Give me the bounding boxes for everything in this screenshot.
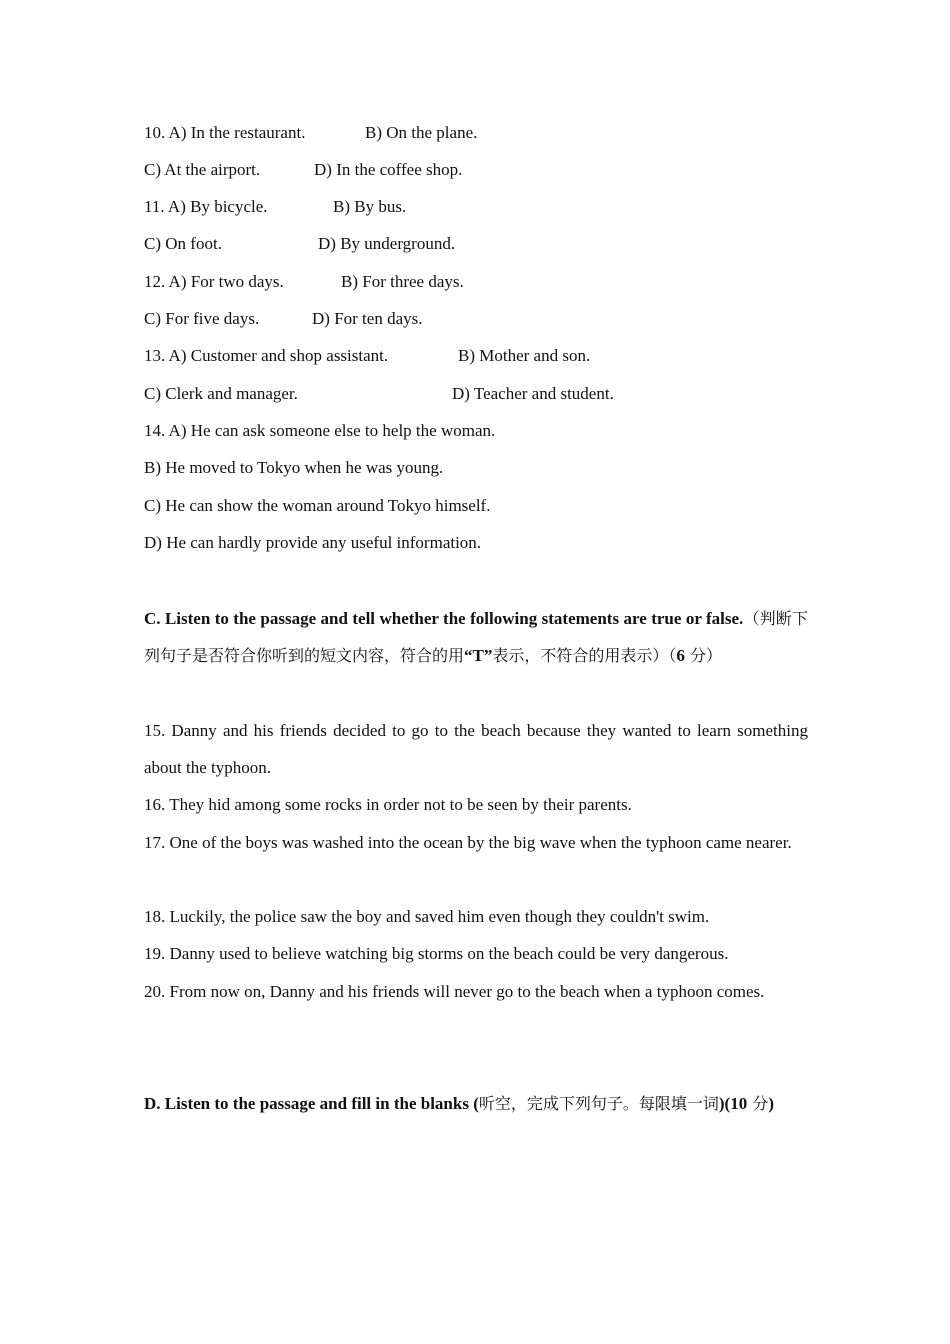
section-c-heading-t: “T”	[464, 646, 493, 665]
section-d-heading-end: )	[768, 1094, 774, 1113]
statement-20: 20. From now on, Danny and his friends will never go to the beach when a typhoon comes.	[144, 982, 765, 1001]
section-c-heading-score: 6	[676, 646, 685, 665]
q11-option-d: D) By underground.	[318, 234, 456, 253]
section-c-heading-en: C. Listen to the passage and tell whether the following statements are true or false.	[144, 609, 744, 628]
q12-option-c: C) For five days.	[144, 309, 260, 328]
q14-option-a: 14. A) He can ask someone else to help the woman.	[144, 421, 496, 440]
q12-option-b: B) For three days.	[341, 272, 464, 291]
statement-15: 15. Danny and his friends decided to go to the beach because they wanted to learn something about the typhoon.	[144, 721, 808, 777]
q13-option-a: 13. A) Customer and shop assistant.	[144, 346, 389, 365]
statement-17: 17. One of the boys was washed into the ocean by the big wave when the typhoon came nearer.	[144, 833, 792, 852]
q13-options-row1	[144, 346, 591, 366]
q14-option-c-row	[144, 496, 490, 516]
statement-16: 16. They hid among some rocks in order not to be seen by their parents.	[144, 795, 632, 814]
q11-options-row1	[144, 197, 407, 217]
q14-option-d: D) He can hardly provide any useful information.	[144, 533, 482, 552]
section-d-heading-score: )(10	[718, 1094, 748, 1113]
q14-option-d-row	[144, 533, 481, 553]
section-d-heading-en: D. Listen to the passage and fill in the blanks (	[144, 1094, 479, 1113]
q11-options-row2	[144, 234, 456, 254]
section-c-heading-cn-3: 分）	[684, 646, 722, 665]
statement-18: 18. Luckily, the police saw the boy and saved him even though they couldn't swim.	[144, 907, 710, 926]
q14-option-b-row	[144, 458, 443, 478]
q10-option-c: C) At the airport.	[144, 160, 261, 179]
q13-option-b: B) Mother and son.	[458, 346, 591, 365]
section-d-heading-cn-2: 分	[747, 1094, 769, 1113]
q12-options-row2	[144, 309, 423, 329]
statement-19: 19. Danny used to believe watching big storms on the beach could be very dangerous.	[144, 944, 729, 963]
q13-option-c: C) Clerk and manager.	[144, 384, 298, 403]
q12-option-a: 12. A) For two days.	[144, 272, 284, 291]
section-c-heading-cn-2: 表示，不符合的用表示）（	[492, 646, 677, 665]
q14-option-c: C) He can show the woman around Tokyo himself.	[144, 496, 491, 515]
q13-options-row2	[144, 384, 614, 404]
q11-option-b: B) By bus.	[333, 197, 407, 216]
section-c-heading-cn-1: （判断下列句子是否符合你听到的短文内容，符合的用	[144, 609, 808, 665]
section-d-heading-cn: 听空，完成下列句子。每限填一词	[478, 1094, 719, 1113]
q10-option-d: D) In the coffee shop.	[314, 160, 463, 179]
q12-options-row1	[144, 272, 464, 292]
q13-option-d: D) Teacher and student.	[452, 384, 614, 403]
q11-option-c: C) On foot.	[144, 234, 222, 253]
q12-option-d: D) For ten days.	[312, 309, 423, 328]
q14-option-b: B) He moved to Tokyo when he was young.	[144, 458, 444, 477]
section-c-heading	[144, 600, 808, 674]
q10-option-b: B) On the plane.	[365, 123, 478, 142]
q10-options-row1	[144, 123, 478, 143]
q14-option-a-row	[144, 421, 495, 441]
q10-options-row2	[144, 160, 463, 180]
section-d-heading	[144, 1085, 808, 1122]
q11-option-a: 11. A) By bicycle.	[144, 197, 268, 216]
q10-option-a: 10. A) In the restaurant.	[144, 123, 306, 142]
